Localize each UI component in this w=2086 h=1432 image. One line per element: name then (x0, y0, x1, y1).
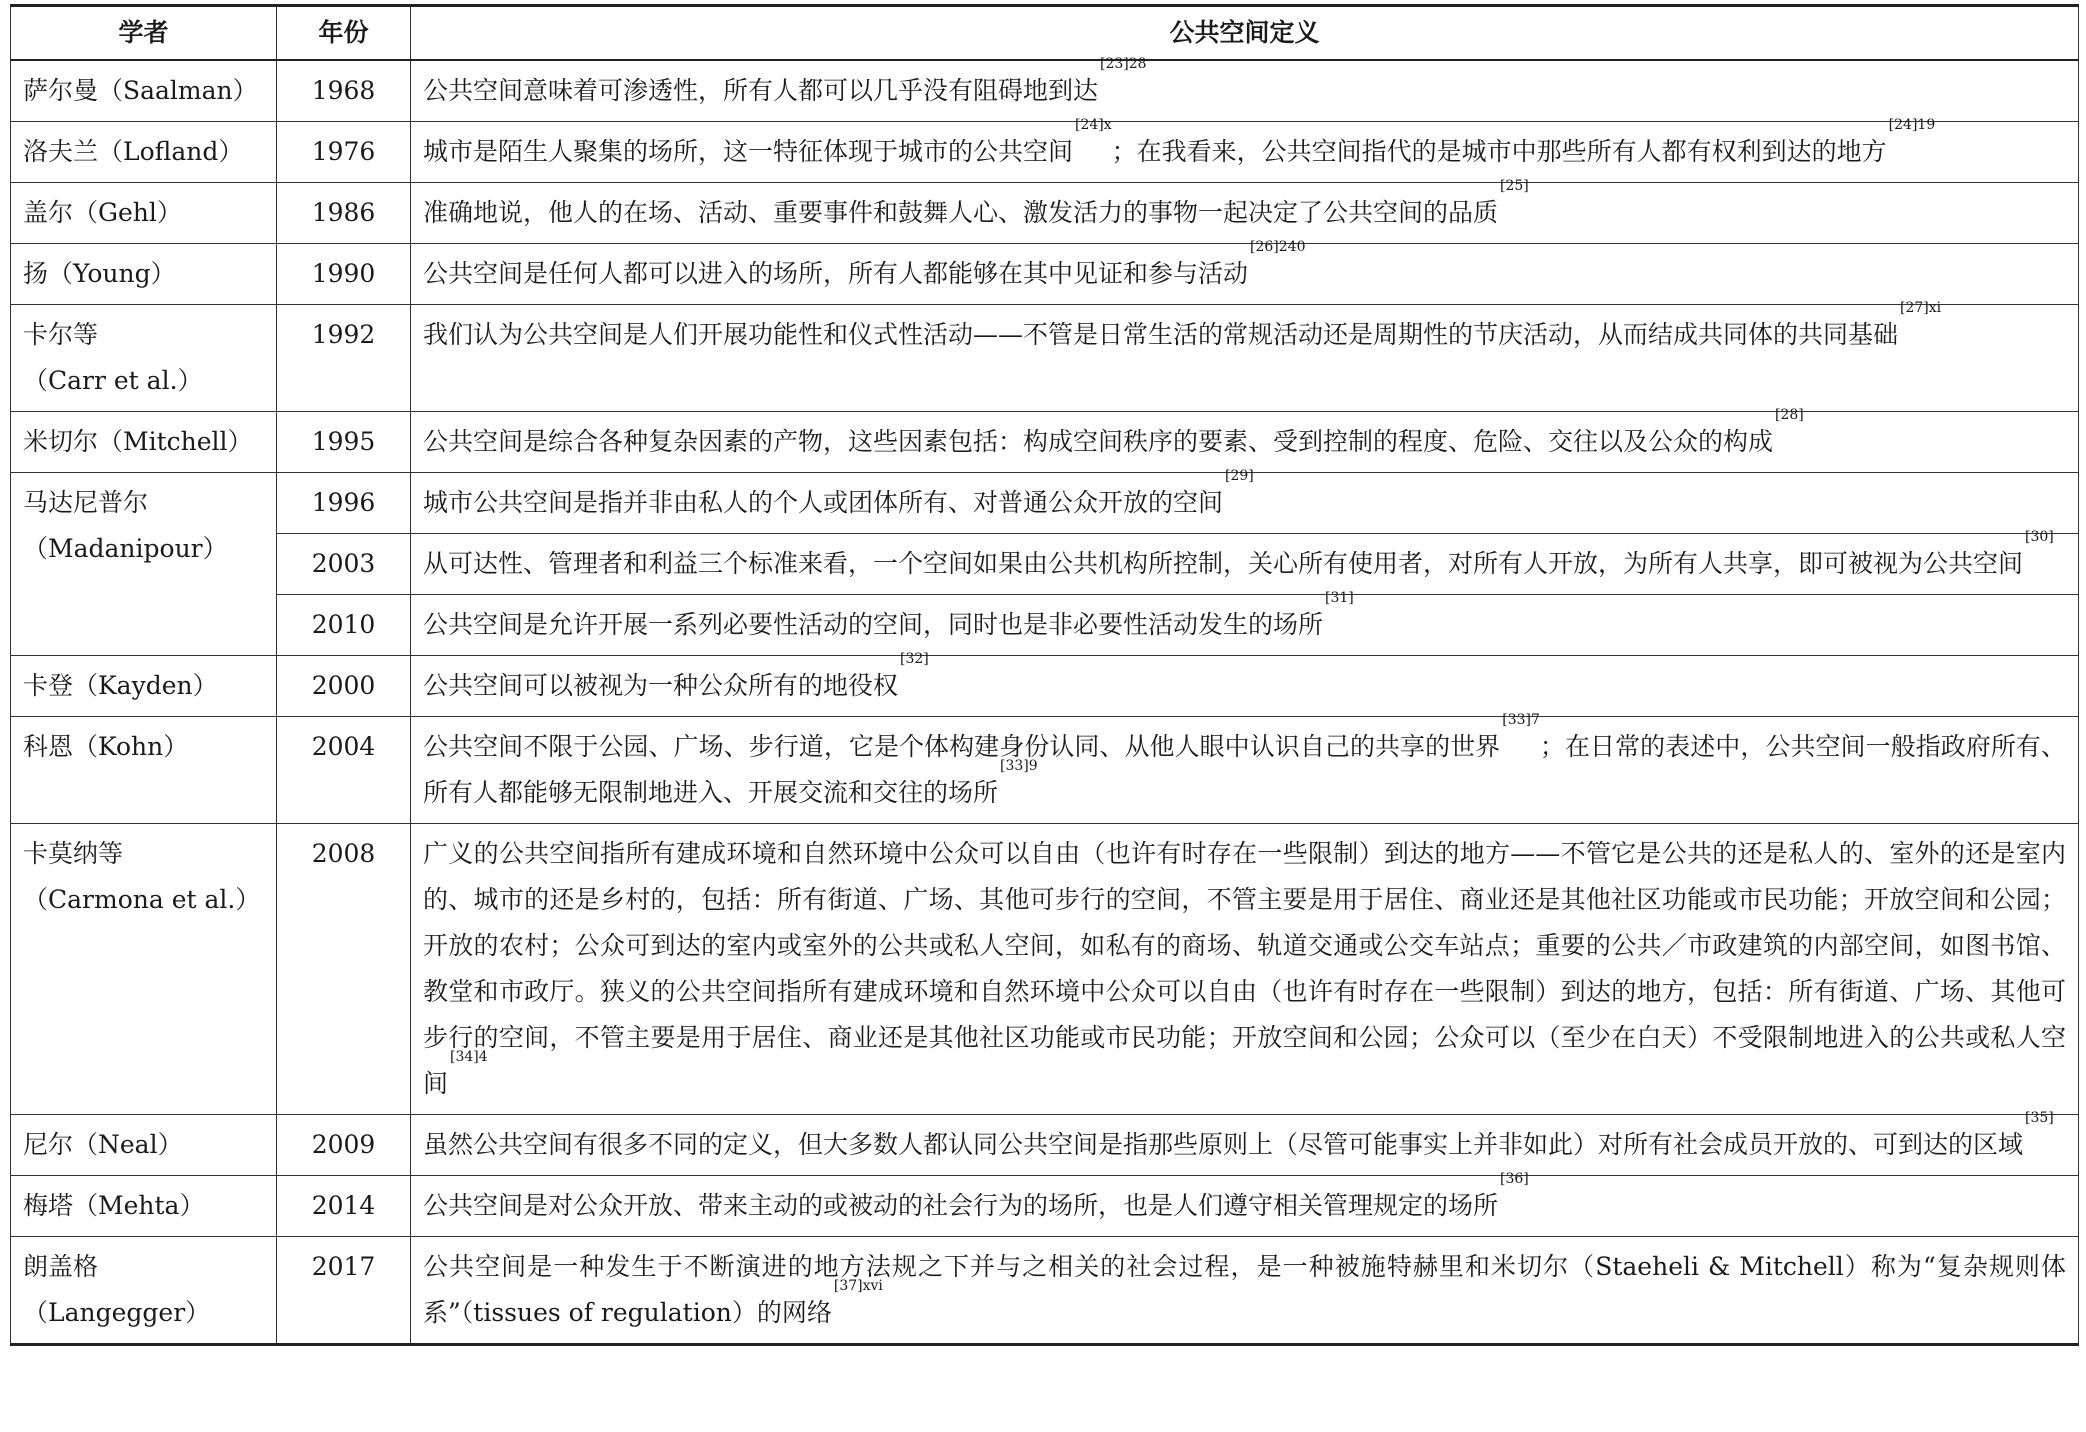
year-cell: 2008 (277, 824, 411, 1115)
definition-text: 广义的公共空间指所有建成环境和自然环境中公众可以自由（也许有时存在一些限制）到达的地方——不管它是公共的还是私人的、室外的还是室内的、城市的还是乡村的，包括：所有街道、广场、其他可步行的空间，不管主要是用于居住、商业还是其他社区功能或市民功能；开放空间和公园；开放的农村；公众可到达的室内或室外的公共或私人空间，如私有的商场、轨道交通或公交车站点；重要的公共／市政建筑的内部空间，如图书馆、教堂和市政厅。狭义的公共空间指所有建成环境和自然环境中公众可以自由（也许有时存在一些限制）到达的地方，包括：所有街道、广场、其他可步行的空间，不管主要是用于居住、商业还是其他社区功能或市民功能；开放空间和公园；公众可以（至少在白天）不受限制地进入的公共或私人空间 (423, 839, 2066, 1098)
year-cell: 1990 (277, 244, 411, 305)
citation-ref: [33]9 (1000, 758, 1038, 774)
scholar-name: 卡尔等 (23, 320, 99, 349)
table-row (11, 183, 2079, 244)
scholar-cell (11, 656, 277, 717)
table-row (11, 1115, 2079, 1176)
citation-ref: [33]7 (1502, 712, 1540, 728)
scholar-name: 盖尔（Gehl） (23, 198, 182, 227)
year-cell: 1986 (277, 183, 411, 244)
citation-ref: [29] (1225, 468, 1254, 484)
table-row (11, 656, 2079, 717)
definition-text: 城市公共空间是指并非由私人的个人或团体所有、对普通公众开放的空间 (423, 488, 1224, 517)
table-row (11, 244, 2079, 305)
definition-cell (411, 1171, 2079, 1237)
header-definition: 公共空间定义 (411, 6, 2079, 61)
scholar-cell (11, 122, 277, 183)
table-body (11, 56, 2079, 1345)
definition-text: 公共空间不限于公园、广场、步行道，它是个体构建身份认同、从他人眼中认识自己的共享的世界 (423, 732, 1501, 761)
table-header (11, 6, 2079, 61)
citation-ref: [37]xvi (833, 1278, 883, 1294)
table-row (11, 1176, 2079, 1237)
citation-ref: [35] (2025, 1110, 2054, 1126)
definition-cell (411, 824, 2079, 1115)
definition-cell (411, 651, 2079, 717)
table-row (11, 60, 2079, 122)
definition-cell (411, 117, 2079, 183)
scholar-name: 扬（Young） (23, 259, 176, 288)
table-row (11, 717, 2079, 824)
scholar-name: 梅塔（Mehta） (23, 1191, 205, 1220)
citation-ref: [31] (1325, 590, 1354, 606)
definition-text: 我们认为公共空间是人们开展功能性和仪式性活动——不管是日常生活的常规活动还是周期性的节庆活动，从而结成共同体的共同基础 (423, 320, 1899, 349)
scholar-cell (11, 824, 277, 1115)
scholar-name: 萨尔曼（Saalman） (23, 76, 258, 105)
table-row (11, 412, 2079, 473)
year-cell: 1968 (277, 60, 411, 122)
definition-text: 准确地说，他人的在场、活动、重要事件和鼓舞人心、激发活力的事物一起决定了公共空间的品质 (423, 198, 1499, 227)
scholar-cell (11, 1176, 277, 1237)
definition-cell (411, 1110, 2079, 1176)
definition-text: 公共空间是允许开展一系列必要性活动的空间，同时也是非必要性活动发生的场所 (423, 610, 1324, 639)
scholar-cell (11, 305, 277, 412)
citation-ref: [27]xi (1900, 300, 1942, 316)
definition-text: 公共空间可以被视为一种公众所有的地役权 (423, 671, 899, 700)
definition-cell (411, 529, 2079, 595)
year-cell: 2004 (277, 717, 411, 824)
scholar-name: 科恩（Kohn） (23, 732, 189, 761)
scholar-name: 米切尔（Mitchell） (23, 427, 253, 456)
scholar-name-latin: （Carmona et al.） (23, 885, 261, 914)
scholar-name: 马达尼普尔 (23, 488, 149, 517)
header-scholar: 学者 (11, 6, 277, 61)
citation-ref: [36] (1500, 1171, 1529, 1187)
definitions-table (10, 4, 2079, 1346)
scholar-cell (11, 412, 277, 473)
table-row (11, 305, 2079, 412)
definition-text: 城市是陌生人聚集的场所，这一特征体现于城市的公共空间 (423, 137, 1074, 166)
scholar-name-latin: （Madanipour） (23, 534, 228, 563)
definition-text: 公共空间是任何人都可以进入的场所，所有人都能够在其中见证和参与活动 (423, 259, 1249, 288)
header-year: 年份 (277, 6, 411, 61)
definition-text: 虽然公共空间有很多不同的定义，但大多数人都认同公共空间是指那些原则上（尽管可能事实上并非如此）对所有社会成员开放的、可到达的区域 (423, 1130, 2024, 1159)
definition-text: 公共空间是对公众开放、带来主动的或被动的社会行为的场所，也是人们遵守相关管理规定的场所 (423, 1191, 1499, 1220)
table-row (11, 1237, 2079, 1345)
citation-ref: [30] (2025, 529, 2054, 545)
year-cell: 2010 (277, 595, 411, 656)
scholar-cell (11, 244, 277, 305)
definition-cell (411, 590, 2079, 656)
scholar-name: 朗盖格 (23, 1252, 99, 1281)
citation-ref: [26]240 (1250, 239, 1306, 255)
table-row (11, 122, 2079, 183)
citation-ref: [24]19 (1888, 117, 1936, 133)
table-row (11, 824, 2079, 1115)
table-row (11, 595, 2079, 656)
table-row (11, 534, 2079, 595)
scholar-cell (11, 183, 277, 244)
definition-cell (411, 468, 2079, 534)
citation-ref: [24]x (1075, 117, 1112, 133)
definition-cell (411, 1237, 2079, 1345)
year-cell: 2009 (277, 1115, 411, 1176)
definition-cell (411, 712, 2079, 824)
citation-ref: [34]4 (450, 1049, 488, 1065)
definition-text: 公共空间是一种发生于不断演进的地方法规之下并与之相关的社会过程，是一种被施特赫里和米切尔（Staeheli & Mitchell）称为“复杂规则体系”（tissues of regulation）的网络 (423, 1252, 2066, 1327)
header-row (11, 6, 2079, 61)
year-cell: 1992 (277, 305, 411, 412)
citation-ref: [23]28 (1100, 56, 1147, 72)
year-cell: 1976 (277, 122, 411, 183)
definition-cell (411, 407, 2079, 473)
definition-cell (411, 56, 2079, 122)
definition-text: 从可达性、管理者和利益三个标准来看，一个空间如果由公共机构所控制，关心所有使用者，对所有人开放，为所有人共享，即可被视为公共空间 (423, 549, 2024, 578)
citation-ref: [32] (900, 651, 929, 667)
scholar-cell (11, 1237, 277, 1345)
year-cell: 2017 (277, 1237, 411, 1345)
citation-ref: [25] (1500, 178, 1529, 194)
year-cell: 1995 (277, 412, 411, 473)
year-cell: 2000 (277, 656, 411, 717)
scholar-name: 卡莫纳等 (23, 839, 124, 868)
definition-cell (411, 178, 2079, 244)
scholar-name-latin: （Langegger） (23, 1298, 211, 1327)
scholar-name: 尼尔（Neal） (23, 1130, 183, 1159)
year-cell: 2014 (277, 1176, 411, 1237)
scholar-name-latin: （Carr et al.） (23, 366, 203, 395)
definition-cell (411, 300, 2079, 412)
definition-text: 公共空间是综合各种复杂因素的产物，这些因素包括：构成空间秩序的要素、受到控制的程度、危险、交往以及公众的构成 (423, 427, 1774, 456)
scholar-cell (11, 717, 277, 824)
definition-text-continued: ；在日常的表述中，公共空间一般指政府所有、所有人都能够无限制地进入、开展交流和交往的场所 (423, 732, 2066, 807)
scholar-cell (11, 473, 277, 656)
scholar-name: 卡登（Kayden） (23, 671, 218, 700)
scholar-name: 洛夫兰（Lofland） (23, 137, 244, 166)
citation-ref: [28] (1775, 407, 1804, 423)
definition-text: 公共空间意味着可渗透性，所有人都可以几乎没有阻碍地到达 (423, 76, 1099, 105)
definition-cell (411, 239, 2079, 305)
scholar-cell (11, 60, 277, 122)
scholar-cell (11, 1115, 277, 1176)
year-cell: 1996 (277, 473, 411, 534)
year-cell: 2003 (277, 534, 411, 595)
table-row (11, 473, 2079, 534)
definition-text-continued: ；在我看来，公共空间指代的是城市中那些所有人都有权利到达的地方 (1111, 137, 1887, 166)
